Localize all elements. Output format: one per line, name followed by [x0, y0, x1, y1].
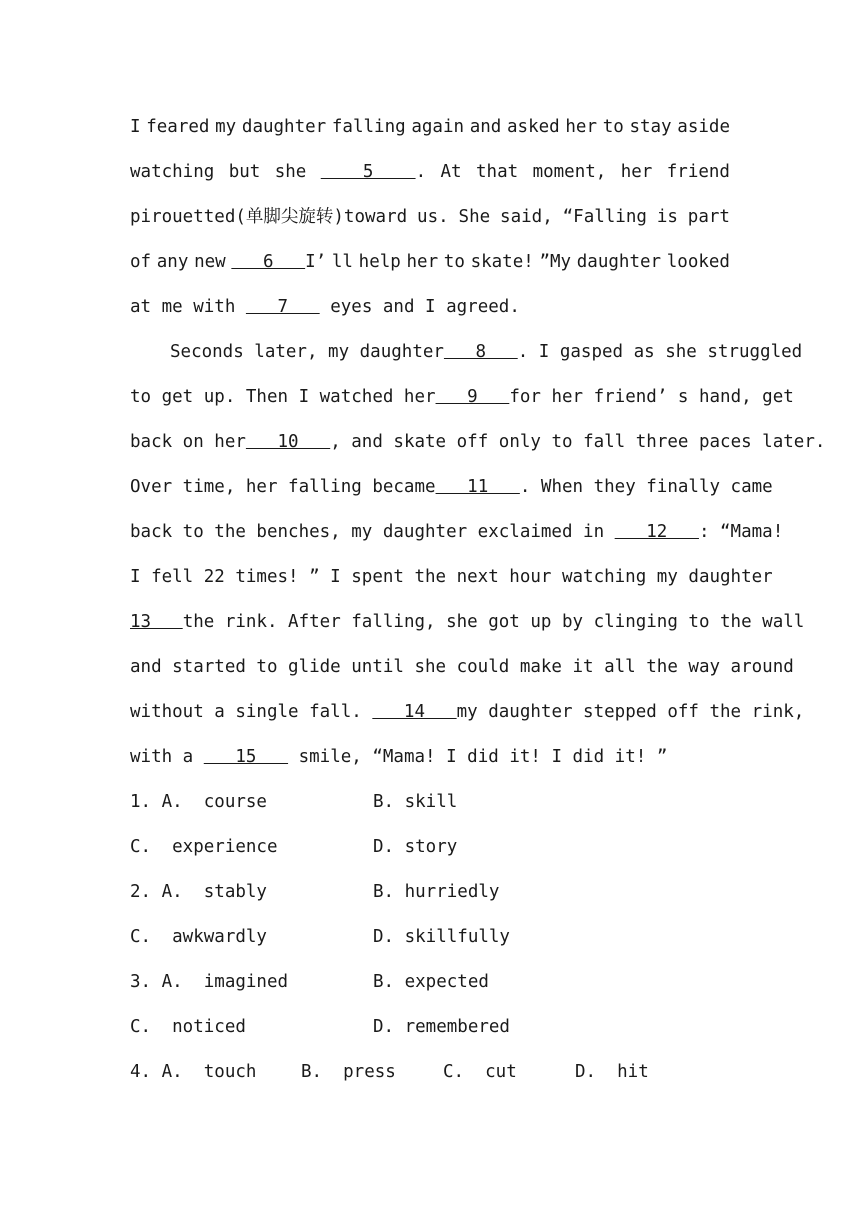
blank-6: 6 — [231, 252, 306, 272]
text-run: the rink. After falling, she got up by clinging to the wall — [182, 612, 805, 632]
question-option-row — [130, 825, 730, 870]
question-option-row — [130, 1005, 730, 1050]
word: daughter — [241, 117, 327, 137]
option: D. skillfully — [373, 927, 510, 947]
text-run: with a — [130, 747, 204, 767]
word: asked — [507, 117, 560, 137]
passage-line-13 — [130, 645, 794, 690]
blank-5: 5 — [320, 162, 416, 182]
word: to — [602, 117, 624, 137]
blank-12: 12 — [614, 522, 699, 542]
passage-line-14 — [130, 690, 805, 735]
text-run: . I gasped as she struggled — [517, 342, 803, 362]
blank-14: 14 — [372, 702, 457, 722]
option: C. awkwardly — [130, 927, 267, 947]
word: falling — [331, 117, 406, 137]
word: skate! — [470, 252, 534, 272]
word: is — [656, 207, 678, 227]
blank-9: 9 — [435, 387, 510, 407]
passage-line-3 — [130, 195, 730, 240]
option: B. press — [301, 1062, 396, 1082]
word: us. — [417, 207, 449, 227]
text-run: . When they finally came — [519, 477, 773, 497]
option: B. hurriedly — [373, 882, 500, 902]
option: 2. A. stably — [130, 882, 267, 902]
word: her — [620, 162, 653, 182]
blank-13: 13 — [130, 612, 183, 632]
word: watching — [130, 162, 215, 182]
word: moment, — [532, 162, 607, 182]
blank-10: 10 — [245, 432, 331, 452]
passage-line-4 — [130, 240, 730, 285]
word: “Falling — [562, 207, 647, 227]
question-option-row — [130, 780, 730, 825]
word: looked — [666, 252, 730, 272]
word: said, — [500, 207, 553, 227]
passage-line-2 — [130, 150, 730, 195]
passage-line-9 — [130, 465, 773, 510]
text-run: eyes and I agreed. — [330, 297, 520, 317]
option: C. noticed — [130, 1017, 246, 1037]
passage-line-12 — [130, 600, 805, 645]
text-run: smile, “Mama! I did it! I did it! ” — [288, 747, 668, 767]
blank-15: 15 — [203, 747, 289, 767]
word: friend — [666, 162, 730, 182]
word: . — [415, 162, 427, 182]
word: daughter — [576, 252, 662, 272]
word: I’ — [305, 252, 327, 272]
option: B. expected — [373, 972, 489, 992]
text-run: I fell 22 times! ” I spent the next hour watching my daughter — [130, 567, 773, 587]
text-run: my daughter stepped off the rink, — [456, 702, 805, 722]
blank-11: 11 — [435, 477, 520, 497]
option: C. experience — [130, 837, 278, 857]
text-run: back to the benches, my daughter exclaimed in — [130, 522, 615, 542]
word: her — [565, 117, 597, 137]
word: stay — [629, 117, 672, 137]
question-option-row — [130, 1050, 730, 1095]
passage-line-10 — [130, 510, 784, 555]
text-run: Over time, her falling became — [130, 477, 436, 497]
text-run: back on her — [130, 432, 246, 452]
option: 1. A. course — [130, 792, 267, 812]
word: of — [130, 252, 152, 272]
text-run: to get up. Then I watched her — [130, 387, 436, 407]
option: D. story — [373, 837, 458, 857]
word: that — [476, 162, 519, 182]
option: 3. A. imagined — [130, 972, 289, 992]
word: At — [440, 162, 462, 182]
text-run: , and skate off only to fall three paces later. — [330, 432, 826, 452]
text-run: at me with — [130, 297, 236, 317]
word: again — [411, 117, 465, 137]
question-option-row — [130, 915, 730, 960]
word: ll — [331, 252, 353, 272]
word: aside — [677, 117, 730, 137]
text-run: for her friend’ s hand, get — [509, 387, 794, 407]
passage-line-1 — [130, 105, 730, 150]
blank-7: 7 — [245, 297, 320, 317]
option: B. skill — [373, 792, 458, 812]
word: I — [130, 117, 141, 137]
word: and — [469, 117, 502, 137]
word: she — [274, 162, 307, 182]
word: but — [228, 162, 261, 182]
word: ”My — [539, 252, 572, 272]
option: D. hit — [575, 1062, 649, 1082]
word: any — [156, 252, 189, 272]
question-option-row — [130, 870, 730, 915]
word: new — [194, 252, 226, 272]
question-option-row — [130, 960, 730, 1005]
word: to — [443, 252, 465, 272]
passage-line-15 — [130, 735, 730, 780]
word: pirouetted(单脚尖旋转)toward — [130, 207, 408, 227]
word: part — [687, 207, 730, 227]
document-page — [130, 105, 826, 1095]
text-run: Seconds later, my daughter — [170, 342, 444, 362]
passage-line-5 — [130, 285, 730, 330]
option: 4. A. touch — [130, 1062, 257, 1082]
text-run: without a single fall. — [130, 702, 373, 722]
word: her — [406, 252, 439, 272]
text-run: : “Mama! — [698, 522, 784, 542]
word: help — [358, 252, 401, 272]
blank-8: 8 — [443, 342, 518, 362]
word: She — [458, 207, 491, 227]
passage-line-7 — [130, 375, 794, 420]
passage-line-6 — [130, 330, 803, 375]
word: my — [215, 117, 237, 137]
passage-line-8 — [130, 420, 826, 465]
passage-line-11 — [130, 555, 773, 600]
option: D. remembered — [373, 1017, 510, 1037]
text-run: and started to glide until she could make it all the way around — [130, 657, 794, 677]
word: feared — [146, 117, 210, 137]
option: C. cut — [443, 1062, 517, 1082]
